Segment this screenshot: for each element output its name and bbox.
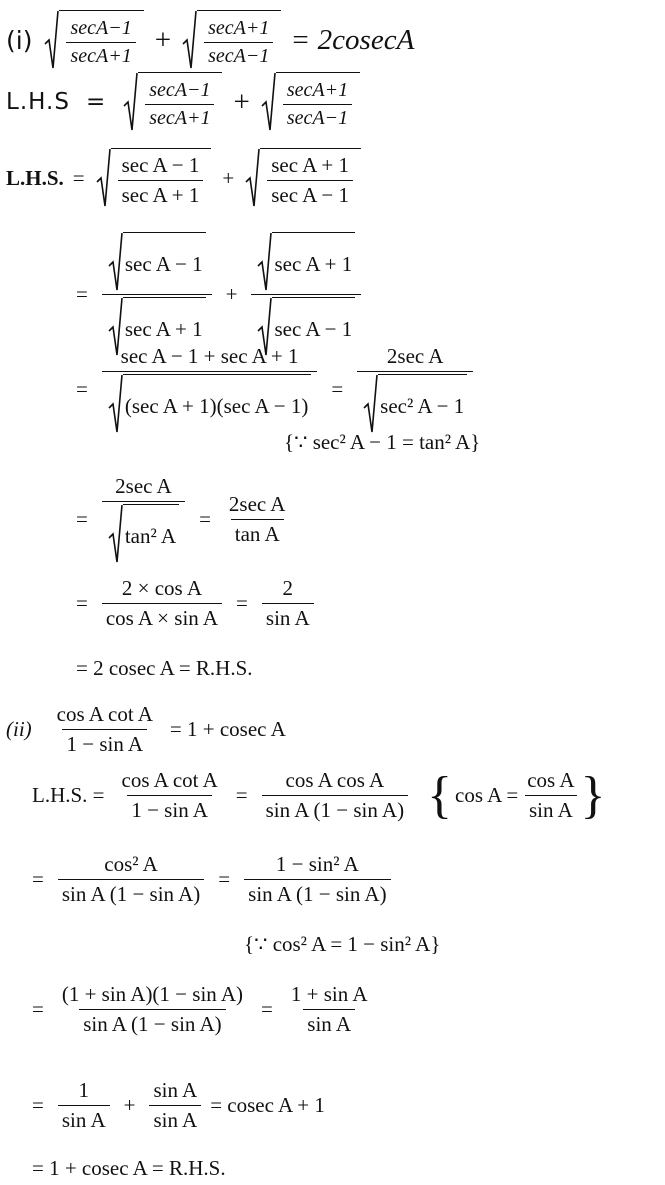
radical-sign xyxy=(108,232,123,292)
radical-sign xyxy=(108,374,123,434)
numerator: 1 − sin² A xyxy=(275,852,359,876)
statement-i-rhs: 2cosecA xyxy=(317,23,415,56)
radical-sign xyxy=(96,148,111,208)
radicand: sec A + 1 xyxy=(272,232,355,292)
denominator: sin A (1 − sin A) xyxy=(79,1009,225,1037)
numerator: 2sec A xyxy=(386,344,444,368)
numerator: secA−1 xyxy=(149,78,211,101)
radical xyxy=(261,72,360,132)
denominator: sec A + 1 xyxy=(118,180,204,208)
radical-sign xyxy=(108,504,123,564)
numerator: cos² A xyxy=(104,852,158,876)
identity-hint: {∵ sec² A − 1 = tan² A} xyxy=(284,430,481,454)
denominator: tan A xyxy=(231,519,284,547)
numerator: cos A cos A xyxy=(285,768,385,792)
step-3: = $\frac{\text{sec A − 1 + sec A + 1}}{\text{(sec A + 1)(sec A − 1)}}$ = $\frac{\text{2sec A}}{\text{sec² A − 1}}$ xyxy=(76,344,478,434)
radical xyxy=(123,72,222,132)
numerator: (1 + sin A)(1 − sin A) xyxy=(61,982,244,1006)
numerator: cos A cot A xyxy=(56,702,153,726)
numerator: cos A xyxy=(527,768,575,792)
numerator: sin A xyxy=(153,1078,198,1102)
numerator: 2sec A xyxy=(228,491,286,516)
radical-sign xyxy=(257,232,272,292)
radical-sign xyxy=(182,10,197,70)
denominator: sin A xyxy=(525,795,577,823)
numerator: secA−1 xyxy=(70,16,132,39)
radical-sign xyxy=(245,148,260,208)
lhs-label: L.H.S. xyxy=(6,165,64,190)
denominator: sin A xyxy=(149,1105,201,1133)
denominator: sin A xyxy=(58,1105,110,1133)
denominator: 1 − sin A xyxy=(127,795,212,823)
lhs-typed: L.H.S = $\frac{\sec A-1}{\sec A+1}$ + $\frac{\sec A+1}{\sec A-1}$ xyxy=(6,72,362,132)
numerator: 1 + sin A xyxy=(290,982,368,1006)
numerator: 2sec A xyxy=(115,474,172,498)
denominator: secA−1 xyxy=(204,42,273,68)
denominator: secA+1 xyxy=(66,42,135,68)
numerator: 2 × cos A xyxy=(121,576,202,600)
radical-sign xyxy=(44,10,59,70)
identity-hint-ii: {∵ cos² A = 1 − sin² A} xyxy=(244,932,441,956)
radical xyxy=(44,10,143,70)
radicand: sec² A − 1 xyxy=(378,374,467,434)
radicand: sec A + 1 xyxy=(123,297,206,357)
step-ii-4: = $\frac{1}{\text{sin A}}$ + $\frac{\text{sin A}}{\text{sin A}}$ = cosec A + 1 xyxy=(32,1078,325,1132)
numerator: 1 xyxy=(78,1078,89,1102)
statement-i: (i) $\frac{\sec A-1}{\sec A+1}$ + $\frac{\sec A+1}{\sec A-1}$ = 2cosecA xyxy=(6,10,414,70)
part-i-label: (i) xyxy=(6,25,33,55)
numerator: 2 xyxy=(282,576,294,600)
denominator: sin A xyxy=(303,1009,355,1037)
step-2: = $\frac{\text{sec A − 1}}{\text{sec A + 1}}$ + $\frac{\text{sec A + 1}}{\text{sec A − 1}}$ xyxy=(76,232,366,357)
lhs-label: L.H.S. = xyxy=(32,783,105,807)
denominator: sin A (1 − sin A) xyxy=(262,795,408,823)
radical-sign xyxy=(261,72,276,132)
radicand: tan² A xyxy=(123,504,179,564)
denominator: 1 − sin A xyxy=(62,729,147,757)
statement-ii xyxy=(6,702,286,757)
part-ii-label: (ii) xyxy=(6,717,32,741)
radical xyxy=(182,10,281,70)
numerator: sec A − 1 + sec A + 1 xyxy=(120,344,299,368)
radicand: (sec A + 1)(sec A − 1) xyxy=(123,374,311,434)
denominator: sin A (1 − sin A) xyxy=(244,879,390,907)
step-ii-2: = $\frac{\text{cos² A}}{\text{sin A (1 − sin A)}}$ = $\frac{\text{1 − sin² A}}{\text{sin A (1 − sin A)}}$ xyxy=(32,852,396,907)
radicand: sec A − 1 xyxy=(123,232,206,292)
radical-sign xyxy=(123,72,138,132)
denominator: sec A − 1 xyxy=(267,180,353,208)
step-5: = $\frac{\text{2 × cos A}}{\text{cos A × sin A}}$ = $\frac{2}{\text{sin A}}$ xyxy=(76,576,319,631)
numerator: sec A − 1 xyxy=(121,152,200,177)
conclusion-ii: = 1 + cosec A = R.H.S. xyxy=(32,1156,226,1180)
conclusion-i: = 2 cosec A = R.H.S. xyxy=(76,656,253,680)
denominator: sin A (1 − sin A) xyxy=(58,879,204,907)
denominator: sin A xyxy=(262,603,314,631)
numerator: secA+1 xyxy=(208,16,270,39)
denominator: secA−1 xyxy=(283,104,352,130)
radicand: sec A − 1 xyxy=(272,297,355,357)
step-ii-1: L.H.S. = $\frac{\text{cos A cot A}}{\text{1 − sin A}}$ = $\frac{\text{cos A cos A}}{\text{sin A (1 − sin A)}}$ { cos A = $\frac{\text{cos A}}{\text{sin A}}$ } xyxy=(32,766,606,824)
denominator: secA+1 xyxy=(145,104,214,130)
radical xyxy=(245,148,361,208)
numerator: cos A cot A xyxy=(121,768,218,792)
step-ii-3: = $\frac{\text{(1 + sin A)(1 − sin A)}}{\text{sin A (1 − sin A)}}$ = $\frac{\text{1 + sin A}}{\text{sin A}}$ xyxy=(32,982,376,1037)
step-1: L.H.S. = $\frac{\text{sec A − 1}}{\text{sec A + 1}}$ + $\frac{\text{sec A + 1}}{\text{sec A − 1}}$ xyxy=(6,148,363,208)
radical-sign xyxy=(363,374,378,434)
numerator: sec A + 1 xyxy=(271,152,349,177)
numerator: secA+1 xyxy=(286,78,349,101)
result-ii: = cosec A + 1 xyxy=(210,1093,325,1117)
lhs-label: L.H.S xyxy=(6,89,70,115)
step-4: = $\frac{\text{2sec A}}{\text{tan² A}}$ = $\frac{\text{2sec A}}{\text{tan A}}$ xyxy=(76,474,294,564)
cot-identity-lhs: cos A = xyxy=(455,783,519,807)
radical xyxy=(96,148,212,208)
statement-ii-rhs: = 1 + cosec A xyxy=(169,717,286,741)
denominator: cos A × sin A xyxy=(102,603,222,631)
